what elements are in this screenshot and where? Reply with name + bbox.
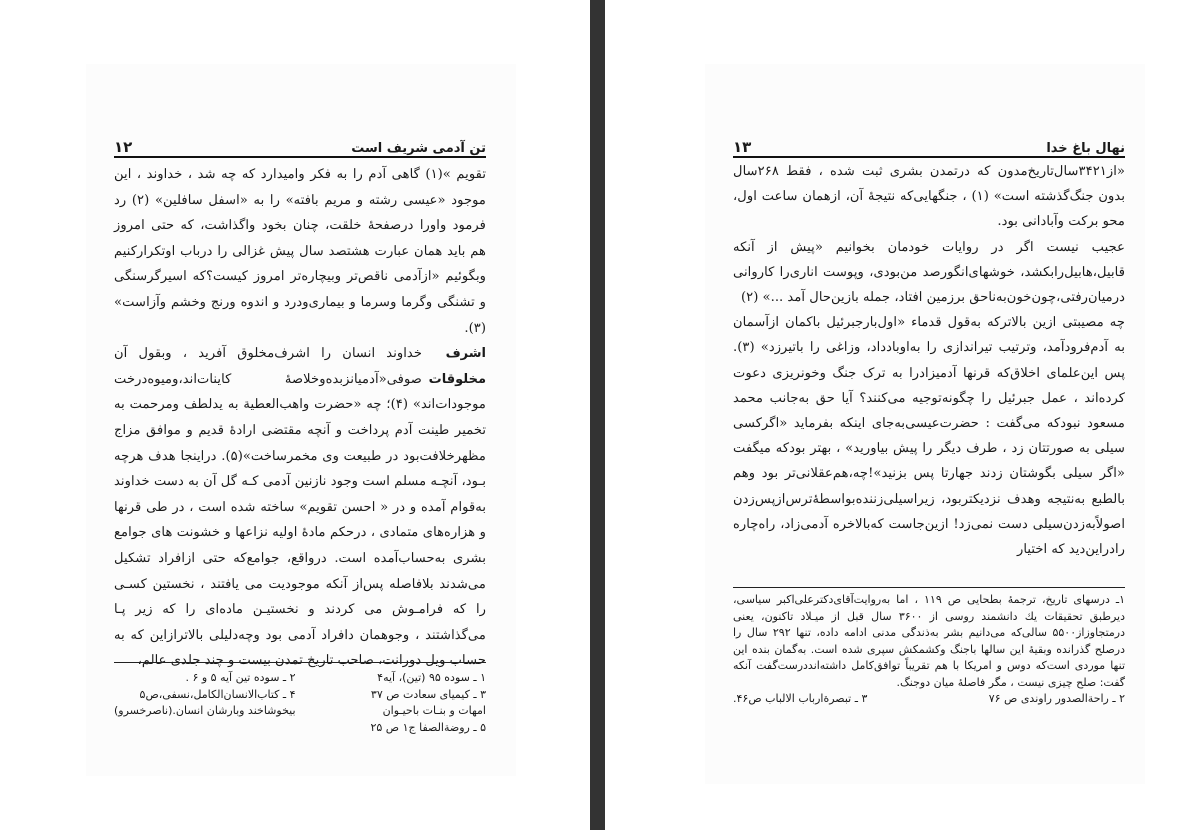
left-footnote-1: ۱ ـ سوده ۹۵ (تین)، آیه۴ <box>377 671 486 684</box>
left-paragraph-1: تقویم »(۱) گاهی آدم را به فکر وامیدارد که چه شد ، خداوند ، این موجود «عیسی رشته و مریم بافته» را به «اسفل سافلین» (۲) رد فرمود واورا درصفحهٔ خلقت، چنان بخود واگذاشت، که حتی امروز هم باید همان عبارت هشتصد سال پیش غزالی را درباب اوتکرارکنیم وبگوئیم «ازآدمی ناقص‌تر وبیچاره‌تر امروز کیست؟که اسیرگرسنگی و تشنگی وگرما وسرما و بیماری‌ودرد و اندوه ورنج وخشم وآزاست» (۳). <box>114 167 486 336</box>
left-page-header <box>114 134 486 158</box>
left-sidenote-block <box>114 341 486 674</box>
left-footnote-5: ۵ ـ روضةالصفا ج۱ ص ۲۵ <box>370 720 486 734</box>
right-page-header <box>733 134 1125 158</box>
right-page-body <box>733 159 1125 562</box>
right-page-running-title: نهال باغ خدا <box>1046 141 1125 156</box>
book-spine-divider <box>590 0 605 830</box>
right-page <box>705 64 1145 784</box>
left-footnote-4-cont: بیخوشاخند وبارشان انسان.(ناصرخسرو) <box>114 704 296 717</box>
left-page-body <box>114 162 486 674</box>
right-footnote-2: ۲ ـ راحة‌الصدور راوندی ص ۷۶ <box>988 692 1125 705</box>
right-footnotes <box>733 592 1125 708</box>
right-footnote-rule <box>733 587 1125 588</box>
left-footnote-rule <box>114 662 486 663</box>
left-paragraph-2: خداوند انسان را اشرف‌مخلوق آفرید ، وبقول آن صوفی«آدمیانزبده‌وخلاصهٔ کاینات‌اند،ومیوه‌درخت موجودات‌اند» (۴)؛ چه «حضرت واهب‌العطیة به یدلطف ومرحمت به تخمیر طینت آدم پرداخت و آنچه مقتضی ارادهٔ قدیم و موافق مزاج مظهرخلافت‌بود در طبیعت وی مخمرساخت»(۵). دراینجا هدف هرچه بـود، آنچـه مسلم است وجود نازنین آدمی کـه گل آن به دست خداوند به‌قوام آمده و در « احسن تقویم» ساخته شده است ، در طی قرنها و هزاره‌های متمادی ، درحکم مادهٔ اولیه نزاعها و خشونت های جوامع بشری به‌حساب‌آمده است. درواقع، جوامع‌که حتی ازافراد تشکیل می‌شدند بلافاصله پس‌از آنکه موجودیت می یافتند ، نخستین کسـی را که فرامـوش می کردند و نخستیـن ماده‌ای را که زیر پـا می‌گذاشتند ، وجوهمان دافراد آدمی بود وچه‌دلیلی بالاترازاین که به حساب ویل دورانت، صاحب تاریخ تمدن بیست و چند جلدی عالم، <box>114 346 486 669</box>
right-paragraph-1: «از۳۴۲۱سال‌تاریخ‌مدون که درتمدن بشری ثبت شده ، فقط ۲۶۸سال بدون جنگ‌گذشته است» (۱) ، جنگهایی‌که نتیجهٔ آن، ازهمان ساعت اول، محو برکت وآبادانی بود. <box>733 164 1125 230</box>
left-page-running-title: تن آدمی شریف است <box>351 141 486 156</box>
right-footnote-row <box>733 691 1125 708</box>
right-footnote-3: ۳ ـ تبصرة‌ارباب الالباب ص۴۶. <box>733 692 868 705</box>
left-footnote-2: ۲ ـ سوده تین آیه ۵ و ۶ . <box>185 671 296 684</box>
left-page-number: ۱۲ <box>114 138 133 156</box>
left-footnote-4: ۴ ـ کتاب‌الانسان‌الکامل،نسفی،ص۵ <box>139 687 296 701</box>
sidenote-label-ashraf: اشرف <box>445 346 486 362</box>
left-footnotes <box>114 670 486 736</box>
right-page-number: ۱۳ <box>733 138 752 156</box>
left-footnote-3-cont: امهات و بنـات باحیـوان <box>382 704 486 717</box>
sidenote-label-makhluqat: مخلوقات <box>428 371 486 387</box>
left-sidenote <box>428 341 486 392</box>
left-footnote-3: ۳ ـ کیمیای سعادت ص ۳۷ <box>370 687 486 701</box>
right-paragraph-2: عجیب نیست اگر در روایات خودمان بخوانیم «پیش از آنکه قابیل،هابیل‌رابکشد، خوشهای‌انگورصد من‌بودی، وپوست اناری‌را کاروانی درمیان‌رفتی،چون‌خون‌به‌ناحق برزمین افتاد، جمله بازین‌حال آمد ...» (۲) <box>733 239 1125 306</box>
left-page <box>86 64 516 776</box>
right-footnote-1: ۱ـ درسهای تاریخ، ترجمهٔ بطحایی ص ۱۱۹ ، اما به‌روایت‌آقای‌دکترعلی‌اکبر سیاسی، ‌دیرطبق تحقیقات یك دانشمند روسی از ۳۶۰۰ سال قبل از میـلاد تاکنون، یعنی درمتجاوزاز۵۵۰۰ سالی‌که می‌دانیم بشر به‌ذندگی مدنی ادامه داده، تنها ۲۹۲ سال را درصلح گذرانده وبقیهٔ این سالها باجنگ وکشمکش سپری شده است. به‌گمان بنده این تنها موردی است‌که دوس و امریکا با هم تقریباً توافق‌کامل داشته‌اند‌درست‌گفت آنکه گفت: صلح چیزی نیست ، مگر فاصلهٔ میان دوجنگ. <box>733 593 1125 689</box>
left-footnote-empty <box>114 720 296 737</box>
right-paragraph-3: چه مصیبتی ازین بالاترکه به‌قول قدماء «اول‌بارجبرئیل باکمان ازآسمان به آدم‌فرودآمد، وترتیب تیراندازی را به‌اوبادداد، وزاغی را باتیرزد» (۳). پس این‌علمای اخلاق‌که قرنها آدمیزادرا به ترک جنگ وخونریزی دعوت کرده‌اند ، عمل جبرئیل را چگونه‌توجیه می‌کنند؟ آیا حق به‌جانب محمد مسعود نبودکه می‌گفت : حضرت‌عیسی‌به‌جای اینکه بفرماید «اگرکسی سیلی به صورتتان زد ، طرف دیگر را پیش بیاورید» ، بهتر بودکه میگفت «اگر سیلی بگوشتان زدند جهارتا پس بزنید»!چه،هم‌عقلانی‌تر بود وهم بالطبع به‌نتیجه وهدف نزدیکتربود، زیراسیلی‌زننده‌بواسطهٔ‌ترس‌ازپس‌زدن اصولاً‌به‌زدن‌سیلی دست نمی‌زد! ازین‌جاست که‌بالاخره آدمی‌زاد، راه‌چاره رادراین‌دید که اختیار <box>733 315 1125 558</box>
